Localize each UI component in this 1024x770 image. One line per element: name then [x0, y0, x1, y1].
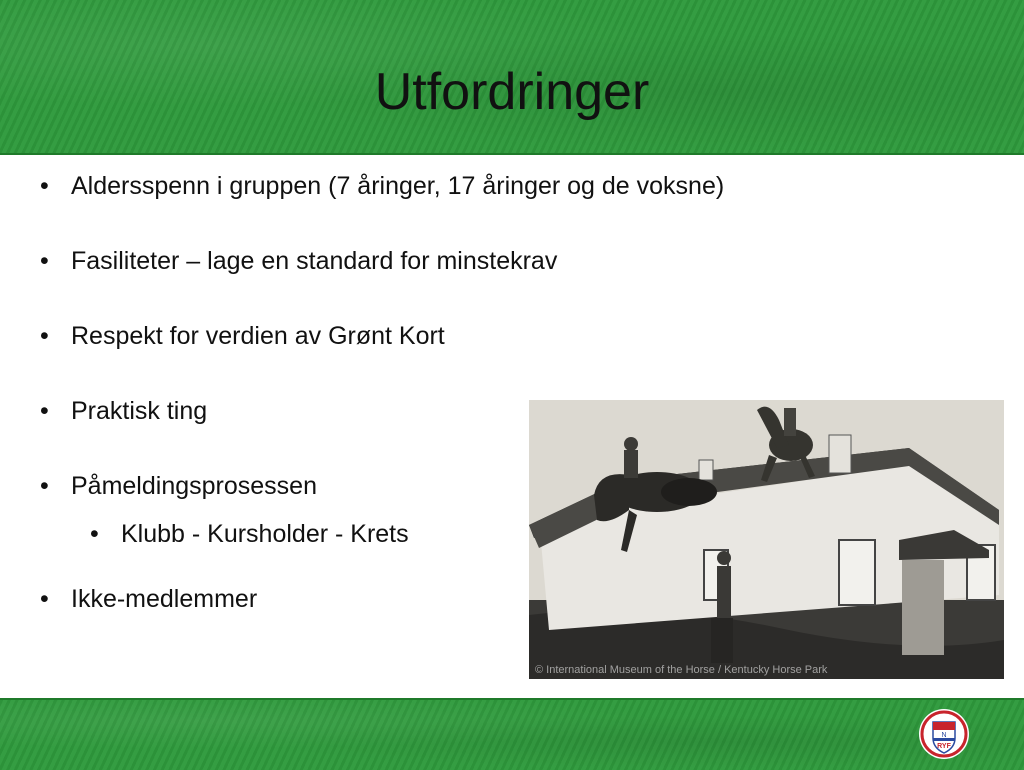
bullet-text: Ikke-medlemmer — [71, 585, 258, 613]
bullet-text: Aldersspenn i gruppen (7 åringer, 17 åringer og de voksne) — [71, 172, 725, 200]
logo-text: RYF — [937, 743, 951, 750]
historic-photo — [529, 400, 1004, 679]
bullet-dot: • — [40, 322, 49, 350]
bullet-dot: • — [90, 520, 99, 548]
bullet-dot: • — [40, 247, 49, 275]
ryf-emblem-icon — [918, 708, 970, 760]
bullet-text: Påmeldingsprosessen — [71, 472, 317, 500]
bullet-text: Fasiliteter – lage en standard for minstekrav — [71, 247, 558, 275]
bullet-text: Klubb - Kursholder - Krets — [121, 520, 409, 548]
logo-letter: N — [941, 732, 947, 739]
bullet-dot: • — [40, 172, 49, 200]
bullet-dot: • — [40, 472, 49, 500]
bullet-text: Praktisk ting — [71, 397, 208, 425]
bullet-dot: • — [40, 585, 49, 613]
horse-rooftop-illustration — [529, 400, 1004, 679]
slide-title: Utfordringer — [374, 63, 650, 121]
bullet-text: Respekt for verdien av Grønt Kort — [71, 322, 445, 350]
bottom-banner — [0, 698, 1024, 770]
ryf-logo — [918, 708, 970, 760]
bullet-dot: • — [40, 397, 49, 425]
photo-credit: © International Museum of the Horse / Kentucky Horse Park — [535, 664, 828, 676]
